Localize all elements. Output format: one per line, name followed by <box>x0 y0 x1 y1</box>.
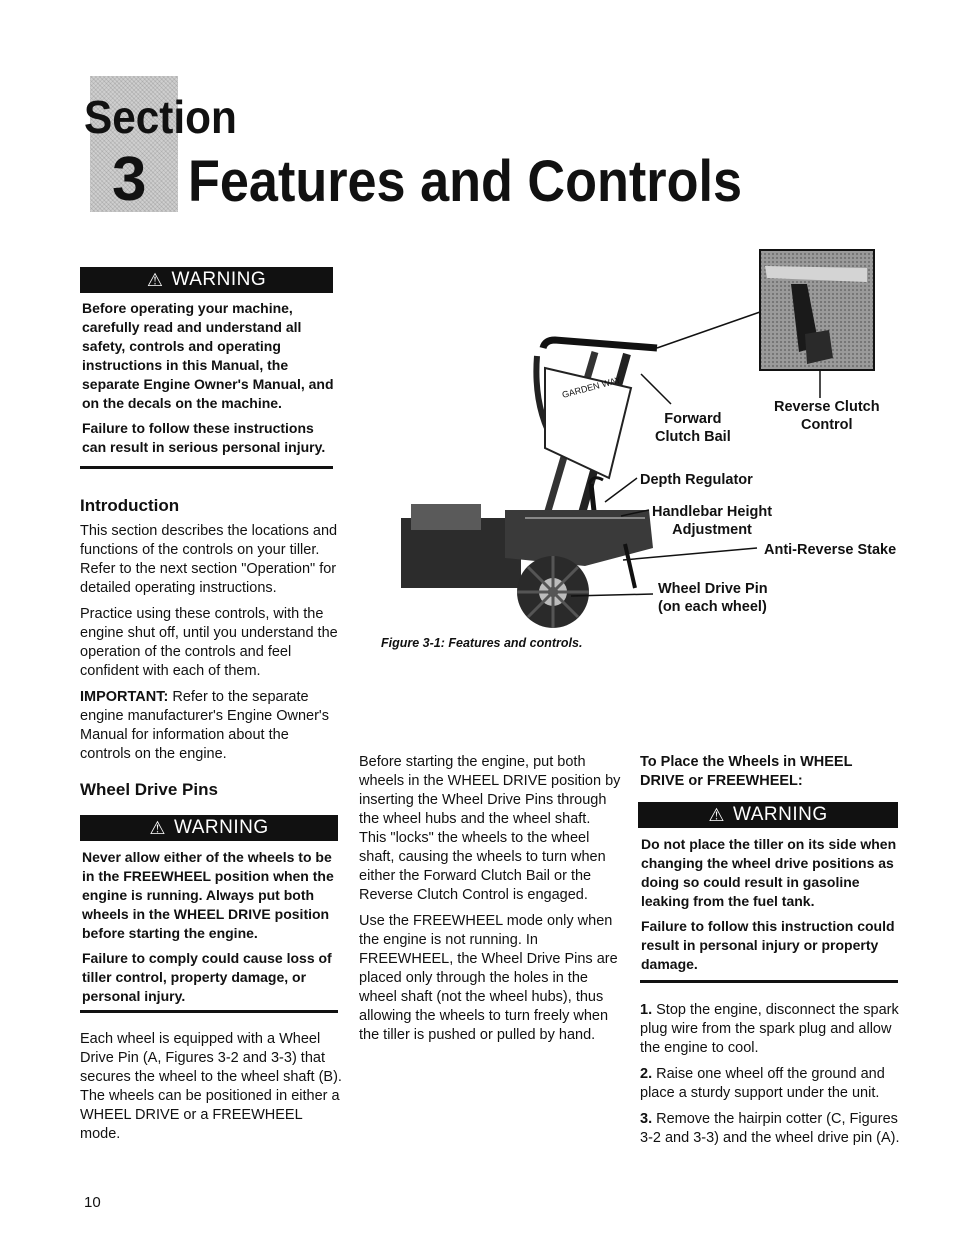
warning-text-wheel <box>82 848 338 1012</box>
warning-triangle-icon: ⚠ <box>146 269 164 290</box>
warning-bar-right <box>638 802 898 828</box>
step-item: 3. Remove the hairpin cotter (C, Figures 3-2 and 3-3) and the wheel drive pin (A). <box>640 1111 900 1146</box>
warning-label: WARNING <box>174 817 269 838</box>
section-word: Section <box>84 91 237 143</box>
warning-triangle-icon: ⚠ <box>708 804 725 825</box>
decal-text: GARDEN WAY <box>560 374 622 400</box>
important-text: Refer to the separate engine manufacturer's Engine Owner's Manual for information about the controls on the engine. <box>80 689 329 762</box>
intro-paragraph: This section describes the locations and functions of the controls on your tiller. Refer to the next section "Operation" for detailed operating instructions. <box>80 523 338 596</box>
introduction-text <box>80 522 340 771</box>
step-item: 2. Raise one wheel off the ground and place a sturdy support under the unit. <box>640 1066 885 1101</box>
middle-paragraph: Before starting the engine, put both wheels in the WHEEL DRIVE position by inserting the Wheel Drive Pins through the wheel hubs and the wheel shaft. This "locks" the wheels to the wheel shaft, causing the wheels to turn when either the Forward Clutch Bail or the Reverse Clutch Control is engaged. <box>359 754 621 903</box>
warning-label: WARNING <box>171 269 267 290</box>
warning-rule <box>80 466 333 469</box>
label-wheel-drive-pin: Wheel Drive Pin (on each wheel) <box>658 581 768 615</box>
tiller-illustration <box>395 248 885 648</box>
intro-paragraph <box>80 688 340 764</box>
warning-paragraph: Failure to follow this instruction could result in personal injury or property damage. <box>641 918 895 972</box>
label-reverse-clutch-control: Reverse Clutch Control <box>774 399 880 433</box>
warning-rule <box>640 980 898 983</box>
warning-text-top <box>82 299 334 463</box>
warning-paragraph: Failure to follow these instructions can result in serious personal injury. <box>82 420 326 455</box>
warning-paragraph: Before operating your machine, carefully read and understand all safety, controls and operating instructions in this Manual, the separate Engine Owner's Manual, and on the decals on the machine. <box>82 300 334 411</box>
wheel-drive-pins-heading: Wheel Drive Pins <box>80 780 218 799</box>
section-number: 3 <box>112 145 147 214</box>
warning-paragraph: Never allow either of the wheels to be in the FREEWHEEL position when the engine is running. Always put both wheels in the WHEEL DRIVE position before starting the engine. <box>82 849 334 941</box>
label-forward-clutch-bail: Forward Clutch Bail <box>655 411 731 445</box>
warning-rule <box>80 1010 338 1013</box>
wheel-drive-pins-body <box>80 1030 342 1151</box>
warning-bar-wheel <box>80 815 338 841</box>
page-title: Features and Controls <box>188 149 742 214</box>
warning-triangle-icon: ⚠ <box>149 817 166 838</box>
introduction-heading: Introduction <box>80 496 180 515</box>
steps-list <box>640 1001 902 1155</box>
intro-paragraph: Practice using these controls, with the engine shut off, until you understand the operation of the controls and feel confident with each of them. <box>80 606 338 679</box>
label-anti-reverse-stake: Anti-Reverse Stake <box>764 542 897 558</box>
step-item: 1. Stop the engine, disconnect the spark plug wire from the spark plug and allow the engine to cool. <box>640 1002 899 1056</box>
warning-paragraph: Failure to comply could cause loss of tiller control, property damage, or personal injury. <box>82 950 332 1004</box>
middle-column <box>359 753 621 1052</box>
page-number: 10 <box>84 1194 101 1211</box>
wheel-paragraph: Each wheel is equipped with a Wheel Drive Pin (A, Figures 3-2 and 3-3) that secures the wheel to the wheel shaft (B). The wheels can be positioned in either a WHEEL DRIVE or a FREEWHEEL mode. <box>80 1031 342 1142</box>
middle-paragraph: Use the FREEWHEEL mode only when the engine is not running. In FREEWHEEL, the Wheel Drive Pins are placed only through the holes in the wheel shaft (not the wheel hubs), thus allowing the wheels to turn freely when the tiller is pushed or pulled by hand. <box>359 913 618 1043</box>
label-handlebar-height: Handlebar Height Adjustment <box>652 504 773 538</box>
figure-caption: Figure 3-1: Features and controls. <box>381 636 583 650</box>
label-depth-regulator: Depth Regulator <box>640 472 753 488</box>
warning-bar-top <box>80 267 333 293</box>
important-label: IMPORTANT: <box>80 689 169 705</box>
warning-label: WARNING <box>733 804 828 825</box>
right-column-heading: To Place the Wheels in WHEEL DRIVE or FREEWHEEL: <box>640 754 853 789</box>
warning-paragraph: Do not place the tiller on its side when changing the wheel drive positions as doing so could result in gasoline leaking from the fuel tank. <box>641 836 897 909</box>
warning-text-right <box>641 835 898 980</box>
